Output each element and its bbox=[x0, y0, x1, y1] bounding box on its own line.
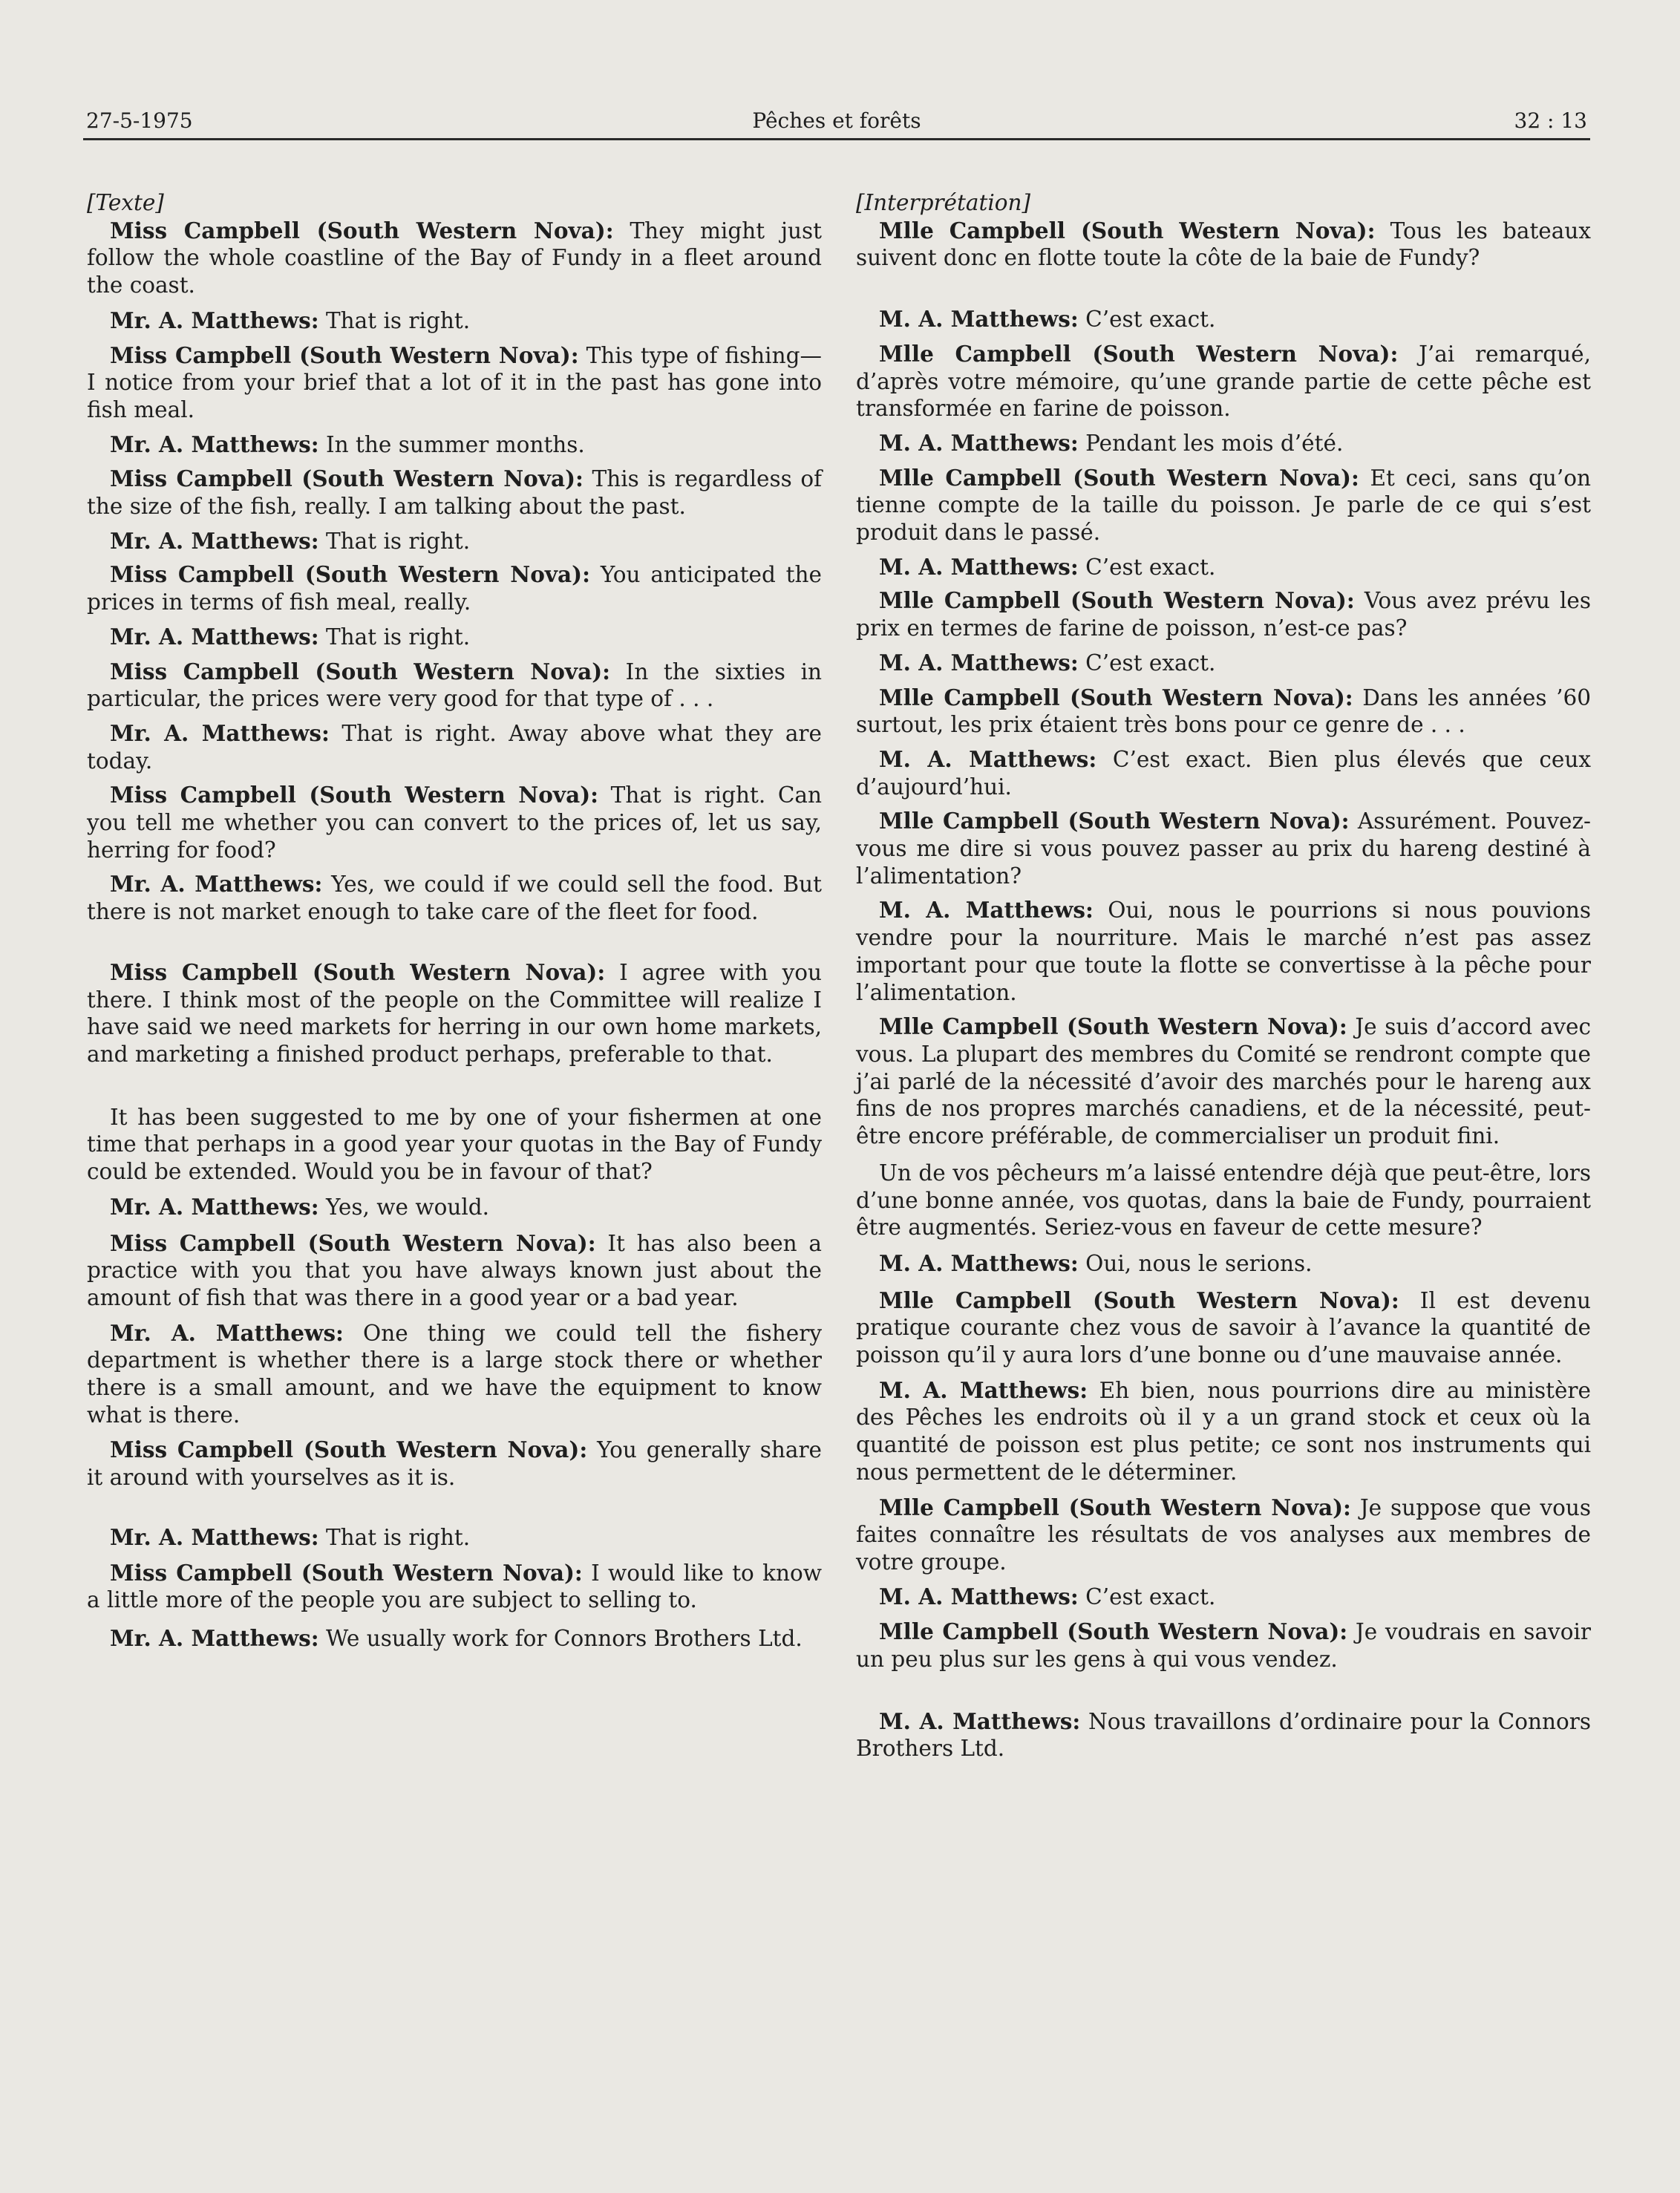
speech-text: In the summer months. bbox=[318, 431, 585, 457]
paragraph bbox=[87, 624, 822, 651]
paragraph bbox=[87, 1560, 822, 1614]
speech-text: That is right. bbox=[318, 1524, 471, 1550]
page-header bbox=[83, 102, 1590, 138]
speaker-name: Miss Campbell (South Western Nova): bbox=[110, 658, 611, 684]
paragraph bbox=[856, 218, 1591, 272]
speaker-name: M. A. Matthews: bbox=[879, 429, 1079, 456]
paragraph bbox=[87, 561, 822, 615]
speech-text: Eh bien, nous pourrions dire au ministère des Pêches les endroits où il y a un grand stock et ceux où la quantité de poisson est plus petite; ce sont nos instruments qui nous permettent de le déterminer. bbox=[856, 1377, 1591, 1485]
header-rule bbox=[83, 138, 1590, 140]
speech-text: Oui, nous le serions. bbox=[1078, 1250, 1313, 1276]
speaker-name: M. A. Matthews: bbox=[879, 745, 1097, 772]
speech-text: This is regardless of the size of the fish, really. I am talking about the past. bbox=[87, 466, 823, 520]
speech-text: C’est exact. bbox=[1078, 1584, 1216, 1609]
paragraph bbox=[856, 1287, 1591, 1369]
speech-text: J’ai remarqué, d’après votre mémoire, qu’une grande partie de cette pêche est transformée en farine de poisson. bbox=[856, 341, 1592, 422]
speaker-name: Mlle Campbell (South Western Nova): bbox=[879, 587, 1355, 614]
speaker-name: Mr. A. Matthews: bbox=[110, 1624, 319, 1651]
paragraph bbox=[856, 1584, 1591, 1611]
speaker-name: Mlle Campbell (South Western Nova): bbox=[879, 684, 1353, 710]
speaker-name: M. A. Matthews: bbox=[879, 1583, 1079, 1609]
speech-text: Je voudrais en savoir un peu plus sur les gens à qui vous vendez. bbox=[856, 1619, 1591, 1673]
speech-text: Pendant les mois d’été. bbox=[1078, 430, 1344, 456]
speaker-name: M. A. Matthews: bbox=[879, 306, 1079, 333]
speech-text: I would like to know a little more of the people you are subject to selling to. bbox=[87, 1560, 822, 1613]
speech-text: That is right. bbox=[318, 528, 471, 554]
paragraph bbox=[856, 1250, 1591, 1278]
paragraph bbox=[87, 1104, 822, 1186]
speaker-name: M. A. Matthews: bbox=[879, 1249, 1079, 1276]
speaker-name: Mr. A. Matthews: bbox=[110, 1523, 319, 1550]
paragraph bbox=[856, 341, 1591, 422]
speech-text: C’est exact. bbox=[1078, 650, 1216, 676]
paragraph bbox=[856, 1618, 1591, 1673]
speech-text: One thing we could tell the fishery department is whether there is a large stock there or whether there is a small amount, and we have the equipment to know what is there. bbox=[87, 1320, 822, 1428]
speaker-name: Miss Campbell (South Western Nova): bbox=[110, 561, 590, 588]
header-date: 27-5-1975 bbox=[86, 108, 193, 133]
speech-text: That is right. bbox=[318, 307, 471, 333]
paragraph bbox=[87, 1194, 822, 1221]
speech-text: Dans les années ’60 surtout, les prix étaient très bons pour ce genre de . . . bbox=[856, 684, 1591, 738]
speaker-name: Mr. A. Matthews: bbox=[110, 871, 323, 898]
speaker-name: Miss Campbell (South Western Nova): bbox=[110, 958, 606, 985]
speech-text: I agree with you there. I think most of the people on the Committee will realize I have said we need markets for herring in our own home markets, and marketing a finished product perhaps, preferable to that. bbox=[87, 959, 822, 1067]
speaker-name: M. A. Matthews: bbox=[879, 1707, 1081, 1734]
paragraph bbox=[87, 431, 822, 459]
english-column bbox=[87, 189, 822, 1653]
speech-text: They might just follow the whole coastline of the Bay of Fundy in a fleet around the coast. bbox=[87, 218, 823, 298]
speech-text: That is right. bbox=[318, 624, 471, 650]
paragraph bbox=[856, 587, 1591, 641]
speaker-name: Mr. A. Matthews: bbox=[110, 719, 330, 746]
paragraph bbox=[856, 306, 1591, 333]
paragraph bbox=[87, 782, 822, 863]
speaker-name: Mr. A. Matthews: bbox=[110, 307, 319, 333]
paragraph bbox=[87, 218, 822, 299]
speaker-name: Mlle Campbell (South Western Nova): bbox=[879, 1618, 1348, 1645]
speaker-name: Mlle Campbell (South Western Nova): bbox=[879, 464, 1359, 491]
paragraph bbox=[87, 1230, 822, 1312]
paragraph bbox=[856, 1160, 1591, 1241]
speaker-name: Mlle Campbell (South Western Nova): bbox=[879, 340, 1399, 367]
speech-text: Je suppose que vous faites connaître les résultats de vos analyses aux membres de votre groupe. bbox=[856, 1494, 1592, 1575]
speaker-name: Mr. A. Matthews: bbox=[110, 1193, 319, 1220]
paragraph bbox=[87, 307, 822, 335]
paragraph bbox=[856, 1708, 1591, 1762]
paragraph bbox=[856, 465, 1591, 546]
section-label-texte: [Texte] bbox=[87, 190, 164, 215]
speaker-name: Mlle Campbell (South Western Nova): bbox=[879, 1287, 1399, 1313]
speech-text: We usually work for Connors Brothers Ltd. bbox=[318, 1625, 803, 1651]
speech-text: In the sixties in particular, the prices were very good for that type of . . . bbox=[87, 658, 822, 712]
speech-text: It has also been a practice with you that you have always known just about the amount of fish that was there in a good year or a bad year. bbox=[87, 1230, 822, 1310]
speech-text: You anticipated the prices in terms of fish meal, really. bbox=[87, 562, 822, 615]
paragraph bbox=[87, 658, 822, 713]
speech-text: Yes, we could if we could sell the food. But there is not market enough to take care of the fleet for food. bbox=[87, 872, 823, 925]
paragraph bbox=[856, 430, 1591, 457]
header-title: Pêches et forêts bbox=[752, 108, 921, 133]
speech-text: That is right. Can you tell me whether you can convert to the prices of, let us say, herring for food? bbox=[87, 782, 823, 863]
header-page-number: 32 : 13 bbox=[1514, 108, 1587, 133]
speech-text: Et ceci, sans qu’on tienne compte de la taille du poisson. Je parle de ce qui s’est produit dans le passé. bbox=[856, 465, 1591, 546]
speaker-name: Miss Campbell (South Western Nova): bbox=[110, 782, 599, 808]
paragraph bbox=[856, 1377, 1591, 1486]
speaker-name: M. A. Matthews: bbox=[879, 553, 1079, 580]
section-label-interpretation: [Interprétation] bbox=[856, 190, 1031, 215]
speech-text: C’est exact. bbox=[1078, 554, 1216, 580]
speaker-name: Mr. A. Matthews: bbox=[110, 1319, 344, 1346]
paragraph bbox=[856, 650, 1591, 677]
speech-text: You generally share it around with yourselves as it is. bbox=[87, 1437, 822, 1491]
speech-text: Nous travaillons d’ordinaire pour la Connors Brothers Ltd. bbox=[856, 1708, 1591, 1762]
speech-text: C’est exact. bbox=[1078, 307, 1216, 333]
speaker-name: M. A. Matthews: bbox=[879, 1376, 1088, 1403]
speech-text: Assurément. Pouvez-vous me dire si vous pouvez passer au prix du hareng destiné à l’alimentation? bbox=[856, 808, 1591, 889]
paragraph bbox=[87, 1524, 822, 1552]
paragraph bbox=[87, 1437, 822, 1491]
speech-text: That is right. Away above what they are today. bbox=[87, 720, 822, 774]
speech-text: It has been suggested to me by one of your fishermen at one time that perhaps in a good year your quotas in the Bay of Fundy could be extended. Would you be in favour of that? bbox=[87, 1104, 822, 1185]
speech-text: Vous avez prévu les prix en termes de farine de poisson, n’est-ce pas? bbox=[856, 588, 1591, 641]
paragraph bbox=[87, 465, 822, 520]
speaker-name: Miss Campbell (South Western Nova): bbox=[110, 217, 614, 244]
paragraph bbox=[87, 1625, 822, 1653]
paragraph bbox=[87, 342, 822, 424]
speech-text: Un de vos pêcheurs m’a laissé entendre déjà que peut-être, lors d’une bonne année, vos quotas, dans la baie de Fundy, pourraient être augmentés. Seriez-vous en faveur de cette mesure? bbox=[856, 1160, 1591, 1241]
paragraph bbox=[87, 528, 822, 555]
speaker-name: Mlle Campbell (South Western Nova): bbox=[879, 808, 1350, 834]
speech-text: Oui, nous le pourrions si nous pouvions vendre pour la nourriture. Mais le marché n’est pas assez important pour que toute la flotte se convertisse à la pêche pour l’alimentation. bbox=[856, 898, 1591, 1005]
speaker-name: M. A. Matthews: bbox=[879, 649, 1079, 676]
speech-text: Il est devenu pratique courante chez vous de savoir à l’avance la quantité de poisson qu’il y aura lors d’une bonne ou d’une mauvaise année. bbox=[856, 1287, 1591, 1368]
speaker-name: Miss Campbell (South Western Nova): bbox=[110, 341, 579, 368]
paragraph bbox=[856, 554, 1591, 581]
speaker-name: M. A. Matthews: bbox=[879, 897, 1094, 924]
paragraph bbox=[856, 897, 1591, 1006]
speaker-name: Mr. A. Matthews: bbox=[110, 623, 319, 650]
speaker-name: Miss Campbell (South Western Nova): bbox=[110, 1559, 583, 1586]
speaker-name: Mr. A. Matthews: bbox=[110, 527, 319, 554]
speech-text: Je suis d’accord avec vous. La plupart des membres du Comité se rendront compte que j’ai parlé de la nécessité d’avoir des marchés pour le hareng aux fins de nos propres marchés canadiens, et de la nécessité, peut-être encore préférable, de commercialiser un produit fini. bbox=[856, 1014, 1591, 1149]
speech-text: C’est exact. Bien plus élevés que ceux d’aujourd’hui. bbox=[856, 746, 1592, 800]
speaker-name: Mlle Campbell (South Western Nova): bbox=[879, 217, 1376, 244]
paragraph bbox=[87, 871, 822, 925]
speech-text: Yes, we would. bbox=[318, 1194, 490, 1220]
paragraph bbox=[87, 1320, 822, 1429]
speaker-name: Miss Campbell (South Western Nova): bbox=[110, 1437, 588, 1463]
paragraph bbox=[87, 720, 822, 774]
paragraph bbox=[856, 1013, 1591, 1150]
speaker-name: Mr. A. Matthews: bbox=[110, 431, 319, 457]
speaker-name: Miss Campbell (South Western Nova): bbox=[110, 1229, 596, 1256]
paragraph bbox=[856, 808, 1591, 889]
speaker-name: Mlle Campbell (South Western Nova): bbox=[879, 1494, 1351, 1520]
french-column bbox=[856, 189, 1591, 1762]
speaker-name: Miss Campbell (South Western Nova): bbox=[110, 465, 584, 492]
speech-text: This type of fishing—I notice from your brief that a lot of it in the past has gone into fish meal. bbox=[87, 342, 822, 422]
speech-text: Tous les bateaux suivent donc en flotte toute la côte de la baie de Fundy? bbox=[856, 218, 1591, 271]
paragraph bbox=[856, 684, 1591, 739]
speaker-name: Mlle Campbell (South Western Nova): bbox=[879, 1013, 1347, 1040]
paragraph bbox=[856, 746, 1591, 800]
paragraph bbox=[856, 1494, 1591, 1576]
paragraph bbox=[87, 959, 822, 1068]
